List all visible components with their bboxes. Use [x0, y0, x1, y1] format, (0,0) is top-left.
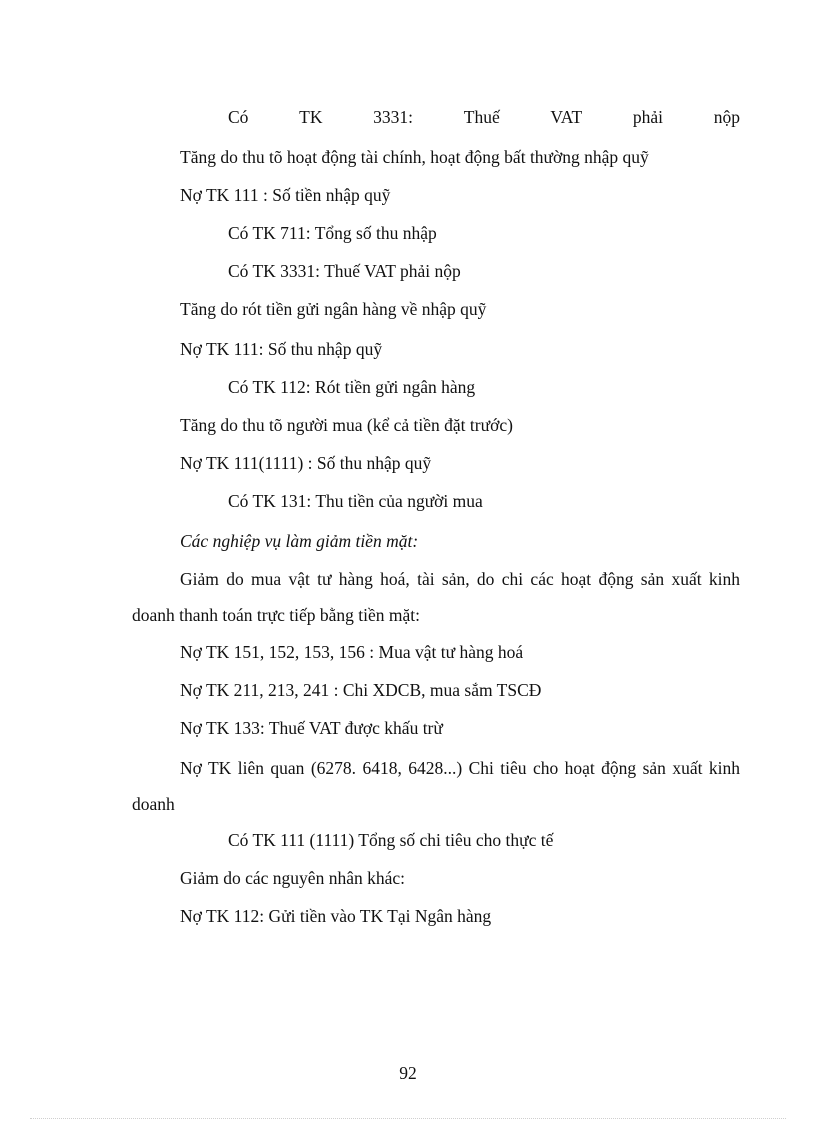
word: phải — [632, 107, 664, 127]
text-line: Có TK 131: Thu tiền của người mua — [228, 491, 483, 511]
paragraph: Giảm do mua vật tư hàng hoá, tài sản, do chi các hoạt động sản xuất kinh doanh thanh toán trực tiếp bằng tiền mặt: — [132, 569, 740, 625]
text-line: Nợ TK 111 : Số tiền nhập quỹ — [180, 185, 391, 205]
word: Có — [228, 107, 249, 127]
text-line: Nợ TK 211, 213, 241 : Chi XDCB, mua sắm TSCĐ — [180, 680, 542, 700]
page-number: 92 — [399, 1063, 417, 1083]
text-line: Tăng do rót tiền gửi ngân hàng về nhập quỹ — [180, 299, 487, 319]
word: 3331: — [373, 107, 414, 127]
text-line: Tăng do thu tõ hoạt động tài chính, hoạt động bất thường nhập quỹ — [180, 147, 649, 167]
text-line: Tăng do thu tõ người mua (kể cả tiền đặt trước) — [180, 415, 513, 435]
text-line: Có TK 3331: Thuế VAT phải nộp — [228, 261, 461, 281]
text-line: Có TK 112: Rót tiền gửi ngân hàng — [228, 377, 476, 397]
footer-divider — [30, 1118, 786, 1119]
word: VAT — [550, 107, 583, 127]
word: Thuế — [463, 107, 500, 127]
text-line: Có TK 111 (1111) Tổng số chi tiêu cho thực tế — [228, 830, 554, 850]
text-line: Nợ TK 111(1111) : Số thu nhập quỹ — [180, 453, 432, 473]
text-line: Nợ TK 133: Thuế VAT được khấu trừ — [180, 718, 443, 738]
text-line: Nợ TK 151, 152, 153, 156 : Mua vật tư hàng hoá — [180, 642, 524, 662]
paragraph: Nợ TK liên quan (6278. 6418, 6428...) Chi tiêu cho hoạt động sản xuất kinh doanh — [132, 758, 740, 814]
word: TK — [299, 107, 323, 127]
text-line: Nợ TK 111: Số thu nhập quỹ — [180, 339, 383, 359]
text-line: Giảm do các nguyên nhân khác: — [180, 868, 405, 888]
word: nộp — [713, 107, 740, 127]
text-line: Có TK 711: Tổng số thu nhập — [228, 223, 437, 243]
text-line: Nợ TK 112: Gửi tiền vào TK Tại Ngân hàng — [180, 906, 492, 926]
section-heading: Các nghiệp vụ làm giảm tiền mặt: — [180, 531, 419, 551]
text-line-co-tk-3331-spread — [228, 106, 740, 128]
